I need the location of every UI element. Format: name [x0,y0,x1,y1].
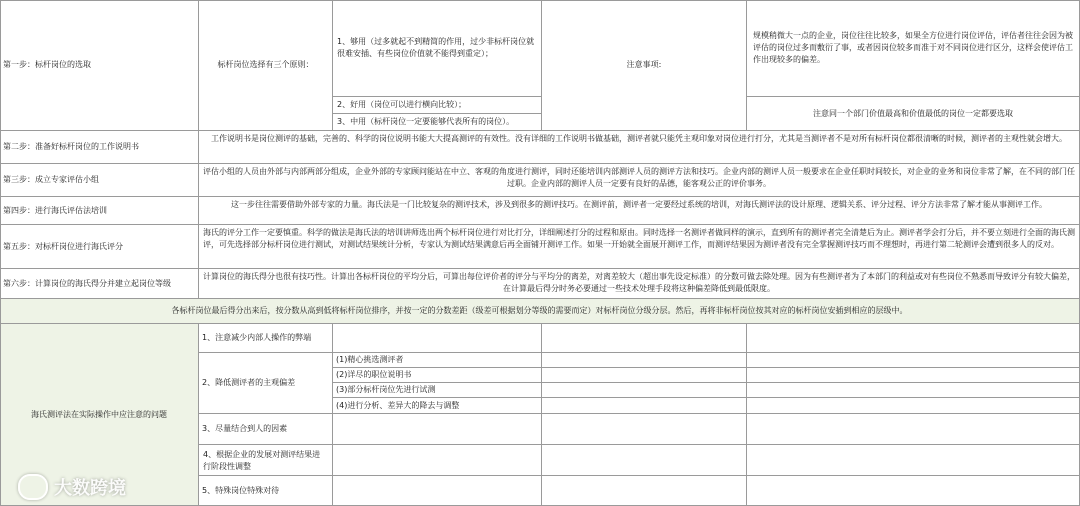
empty-cell[interactable] [542,414,747,445]
empty-cell[interactable] [747,445,1080,476]
empty-cell[interactable] [333,324,542,353]
step2-label[interactable]: 第二步：准备好标杆岗位的工作说明书 [0,131,199,164]
step6-label[interactable]: 第六步：计算岗位的海氏得分并建立起岗位等级 [0,269,199,299]
watermark-text: 大数跨境 [54,478,126,499]
step3-content[interactable]: 评估小组的人员由外部与内部两部分组成，企业外部的专家顾问能站在中立、客观的角度进行测评，同时还能培训内部测评人员的测评方法和技巧。企业内部的测评人员一般要求在企业任职时间较长，对企业的业务和岗位非常了解，在不同的部门任过职。企业内部的测评人员一定要有良好的品德，能客观公正的评价事务。 [199,164,1080,197]
notes-item-3[interactable]: 3、尽量结合到人的因素 [199,414,333,445]
notes-item-1[interactable]: 1、注意减少内部人操作的弊端 [199,324,333,353]
empty-cell[interactable] [333,414,542,445]
summary-row[interactable]: 各标杆岗位最后得分出来后，按分数从高到低将标杆岗位排序，并按一定的分数差距（级差可根据划分等级的需要而定）对标杆岗位分级分层。然后，再将非标杆岗位按其对应的标杆岗位安插到相应的层级中。 [0,299,1080,324]
notes-sub-2[interactable]: (2)详尽的职位说明书 [333,368,542,383]
empty-cell[interactable] [333,476,542,506]
notes-sub-3[interactable]: (3)部分标杆岗位先进行试测 [333,383,542,398]
step1-principles-title[interactable]: 标杆岗位选择有三个原则： [199,0,333,131]
step1-note-2[interactable]: 注意同一个部门价值最高和价值最低的岗位一定都要选取 [747,97,1080,131]
step1-note-1[interactable]: 规模稍微大一点的企业，岗位往往比较多，如果全方位进行岗位评估，评估者往往会因为被评估的岗位过多而敷衍了事，或者因岗位较多而准于对不同岗位进行区分，这样会使评估工作出现较多的偏差。 [747,0,1080,97]
step5-content[interactable]: 海氏的评分工作一定要慎重。科学的做法是海氏法的培训讲师选出两个标杆岗位进行对比打分，详细阐述打分的过程和原由。同时选择一名测评者做同样的演示，直到所有的测评者完全清楚后为止。测评者学会打分后，并不要立刻进行全面的海氏测评，可先选择部分标杆岗位进行测试，对测试结果统计分析，专家认为测试结果满意后再全面铺开测评工作。如果一开始就全面展开测评工作，而测评结果因为测评者没有完全掌握测评技巧而不理想时，再进行第二轮测评会遭到很多人的反对。 [199,225,1080,269]
step1-principle-1[interactable]: 1、够用（过多就起不到精简的作用，过少非标杆岗位就很难安插、有些岗位价值就不能得到重定）； [333,0,542,97]
empty-cell[interactable] [542,368,747,383]
step1-label[interactable]: 第一步：标杆岗位的选取 [0,0,199,131]
step2-content[interactable]: 工作说明书是岗位测评的基础，完善的、科学的岗位说明书能大大提高测评的有效性。没有详细的工作说明书做基础，测评者就只能凭主观印象对岗位进行打分，尤其是当测评者不是对所有标杆岗位都很清晰的时候，测评者的主观性就会增大。 [199,131,1080,164]
notes-item-5[interactable]: 5、特殊岗位特殊对待 [199,476,333,506]
step4-content[interactable]: 这一步往往需要借助外部专家的力量。海氏法是一门比较复杂的测评技术，涉及到很多的测评技巧。在测评前，测评者一定要经过系统的培训，对海氏测评法的设计原理、逻辑关系、评分过程、评分方法非常了解才能从事测评工作。 [199,197,1080,225]
step5-label[interactable]: 第五步：对标杆岗位进行海氏评分 [0,225,199,269]
empty-cell[interactable] [747,324,1080,353]
step6-content[interactable]: 计算岗位的海氏得分也很有技巧性。计算出各标杆岗位的平均分后，可算出每位评价者的评分与平均分的离差，对离差较大（超出事先设定标准）的分数可做去除处理。因为有些测评者为了本部门的利益或对有些岗位不熟悉而导致评分有较大偏差，在计算最后得分时务必要通过一些技术处理手段将这种偏差降低到最低限度。 [199,269,1080,299]
step3-label[interactable]: 第三步：成立专家评估小组 [0,164,199,197]
notes-section-label[interactable]: 海氏测评法在实际操作中应注意的问题 [0,324,199,506]
empty-cell[interactable] [747,414,1080,445]
step4-label[interactable]: 第四步：进行海氏评估法培训 [0,197,199,225]
watermark [18,474,126,500]
empty-cell[interactable] [542,324,747,353]
empty-cell[interactable] [542,445,747,476]
step1-principle-2[interactable]: 2、好用（岗位可以进行横向比较）； [333,97,542,114]
notes-item-4[interactable]: 4、根据企业的发展对测评结果进行阶段性调整 [199,445,333,476]
empty-cell[interactable] [333,445,542,476]
empty-cell[interactable] [542,353,747,368]
empty-cell[interactable] [747,353,1080,368]
notes-item-2[interactable]: 2、降低测评者的主观偏差 [199,353,333,414]
step1-notes-title[interactable]: 注意事项: [542,0,747,131]
empty-cell[interactable] [747,368,1080,383]
step1-principle-3[interactable]: 3、中用（标杆岗位一定要能够代表所有的岗位）。 [333,114,542,131]
empty-cell[interactable] [542,398,747,414]
empty-cell[interactable] [747,398,1080,414]
notes-sub-4[interactable]: (4)进行分析、差异大的降去与调整 [333,398,542,414]
empty-cell[interactable] [747,476,1080,506]
empty-cell[interactable] [747,383,1080,398]
notes-sub-1[interactable]: (1)精心挑选测评者 [333,353,542,368]
watermark-logo-icon [18,474,48,500]
empty-cell[interactable] [542,476,747,506]
empty-cell[interactable] [542,383,747,398]
